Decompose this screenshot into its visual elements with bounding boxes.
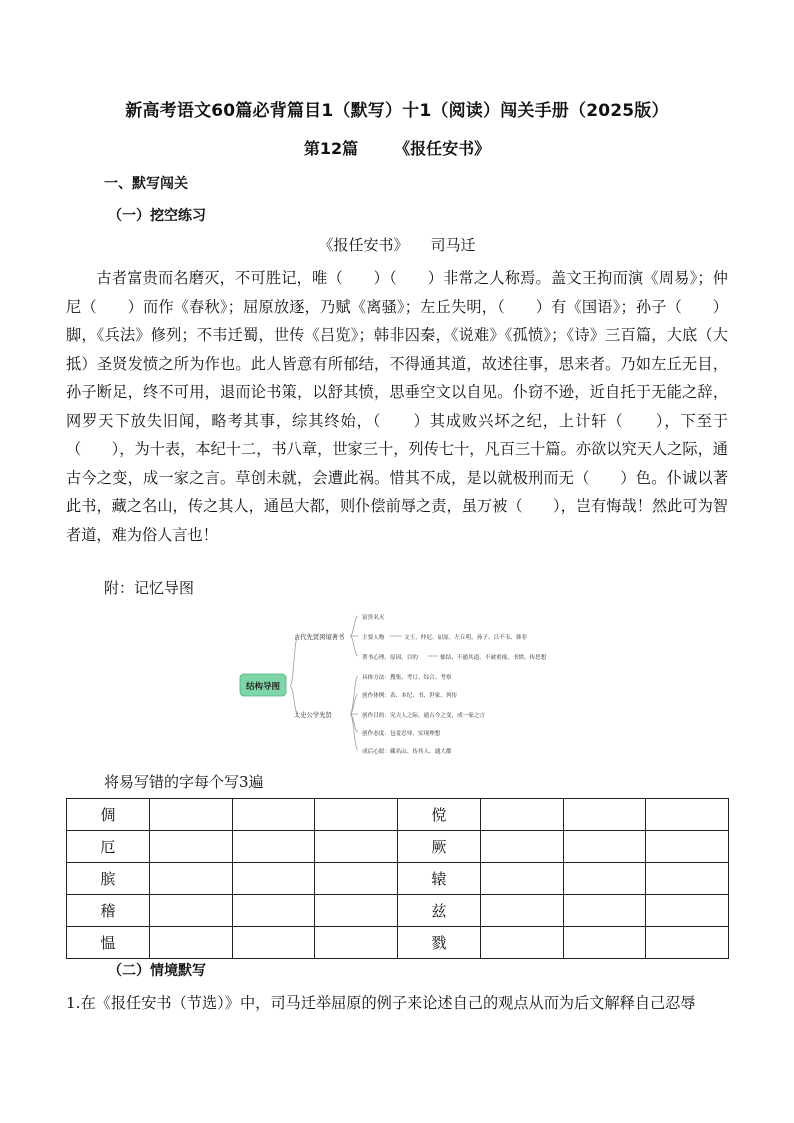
writing-cell[interactable] xyxy=(149,895,232,927)
writing-cell[interactable] xyxy=(315,895,398,927)
writing-cell[interactable] xyxy=(563,863,646,895)
mindmap-branch-ancient: 古代先贤困境著书 xyxy=(294,634,345,641)
mindmap-leaf-motive: 著书心理、原因、目的 xyxy=(362,655,418,661)
subtitle-work: 《报任安书》 xyxy=(394,139,491,158)
appendix-label: 附：记忆导图 xyxy=(104,579,195,597)
mindmap-leaf-figures: 主要人物 xyxy=(362,635,385,641)
char-table-row xyxy=(67,895,729,927)
writing-cell[interactable] xyxy=(563,927,646,959)
char-cell: 愠 xyxy=(67,927,150,959)
writing-cell[interactable] xyxy=(563,831,646,863)
question-1: 1.在《报任安书（节选）》中，司马迁举屈原的例子来论述自己的观点从而为后文解释自己忍辱 xyxy=(66,994,696,1012)
char-cell: 稽 xyxy=(67,895,150,927)
mindmap-leaf-purpose: 创作目的：究天人之际，通古今之变，成一家之言 xyxy=(362,713,486,719)
writing-cell[interactable] xyxy=(480,799,563,831)
writing-cell[interactable] xyxy=(232,895,315,927)
writing-cell[interactable] xyxy=(232,863,315,895)
writing-cell[interactable] xyxy=(149,863,232,895)
writing-cell[interactable] xyxy=(480,863,563,895)
writing-cell[interactable] xyxy=(480,831,563,863)
writing-cell[interactable] xyxy=(149,799,232,831)
mindmap-leaf-form: 创作体例：表、本纪、书、世家、列传 xyxy=(362,693,458,699)
mindmap-leaf-motive-detail: 郁结、不通其道、不被重视、书愤、传思想 xyxy=(440,655,547,661)
char-practice-table xyxy=(66,798,729,959)
subtitle-chapter: 第12篇 xyxy=(303,139,359,158)
mindmap-leaf-wish: 成后心愿：藏名山、传其人、通大都 xyxy=(362,749,452,755)
writing-cell[interactable] xyxy=(480,927,563,959)
poem-heading xyxy=(0,234,794,255)
writing-cell[interactable] xyxy=(646,927,729,959)
writing-cell[interactable] xyxy=(646,863,729,895)
writing-cell[interactable] xyxy=(646,895,729,927)
char-table-row xyxy=(67,831,729,863)
char-cell: 戮 xyxy=(398,927,481,959)
char-cell: 膑 xyxy=(67,863,150,895)
char-cell: 兹 xyxy=(398,895,481,927)
writing-cell[interactable] xyxy=(480,895,563,927)
writing-cell[interactable] xyxy=(149,831,232,863)
char-cell: 倜 xyxy=(67,799,150,831)
mindmap-leaf-fame: 富贵名灭 xyxy=(362,615,385,621)
writing-cell[interactable] xyxy=(646,799,729,831)
subsection-heading-context: （二）情境默写 xyxy=(108,963,206,979)
writing-cell[interactable] xyxy=(563,799,646,831)
char-cell: 厄 xyxy=(67,831,150,863)
char-table-row xyxy=(67,863,729,895)
subsection-heading-fill-blank: （一）挖空练习 xyxy=(108,208,206,224)
writing-cell[interactable] xyxy=(232,799,315,831)
writing-cell[interactable] xyxy=(315,799,398,831)
char-cell: 厥 xyxy=(398,831,481,863)
document-title: 新高考语文60篇必背篇目1（默写）十1（阅读）闯关手册（2025版） xyxy=(125,101,669,121)
writing-cell[interactable] xyxy=(563,895,646,927)
char-table-row xyxy=(67,799,729,831)
char-cell: 傥 xyxy=(398,799,481,831)
mindmap-root-label: 结构导图 xyxy=(245,682,281,692)
mindmap-leaf-method: 具体方法：搜集、考订、综合、考察 xyxy=(362,675,452,681)
char-table-caption: 将易写错的字每个写3遍 xyxy=(104,773,264,791)
writing-cell[interactable] xyxy=(149,927,232,959)
char-table-row xyxy=(67,927,729,959)
writing-cell[interactable] xyxy=(315,831,398,863)
writing-cell[interactable] xyxy=(315,927,398,959)
poem-author: 司马迁 xyxy=(430,236,476,254)
poem-title: 《报任安书》 xyxy=(318,236,409,254)
document-subtitle xyxy=(0,136,794,159)
writing-cell[interactable] xyxy=(646,831,729,863)
mindmap-branch-sima: 太史公学先贤 xyxy=(294,712,332,719)
writing-cell[interactable] xyxy=(232,927,315,959)
memory-mind-map xyxy=(238,606,590,766)
fill-blank-passage xyxy=(66,264,728,549)
passage-text: 古者富贵而名磨灭，不可胜记，唯（ ）（ ）非常之人称焉。盖文王拘而演《周易》；仲尼（ ）而作《春秋》；屈原放逐，乃赋《离骚》；左丘失明，（ ）有《国语》；孙子（ ）脚，《兵法》修列；不韦迁蜀，世传《吕览》；韩非囚秦，《说难》《孤愤》；《诗》三百篇，大底（大抵）圣贤发愤之所为作也。此人皆意有所郁结，不得通其道，故述往事，思来者。乃如左丘无目，孙子断足，终不可用，退而论书策，以舒其愤，思垂空文以自见。仆窃不逊，近自托于无能之辞，网罗天下放失旧闻，略考其事，综其终始，（ ）其成败兴坏之纪，上计轩（ ），下至于（ ），为十表，本纪十二，书八章，世家三十，列传七十，凡百三十篇。亦欲以究天人之际，通古今之变，成一家之言。草创未就，会遭此祸。惜其不成，是以就极刑而无（ ）色。仆诚以著此书，藏之名山，传之其人，通邑大都，则仆偿前辱之责，虽万被（ ），岂有悔哉！然此可为智者道，难为俗人言也！ xyxy=(66,269,728,544)
section-heading-dictation: 一、默写闯关 xyxy=(104,176,188,192)
writing-cell[interactable] xyxy=(232,831,315,863)
mindmap-leaf-attitude: 创作态度：包羞忍辱、实现理想 xyxy=(362,731,441,737)
mindmap-leaf-figures-detail: 文王、仲尼、屈原、左丘明、孙子、吕不韦、韩非 xyxy=(404,635,528,641)
char-cell: 辕 xyxy=(398,863,481,895)
writing-cell[interactable] xyxy=(315,863,398,895)
